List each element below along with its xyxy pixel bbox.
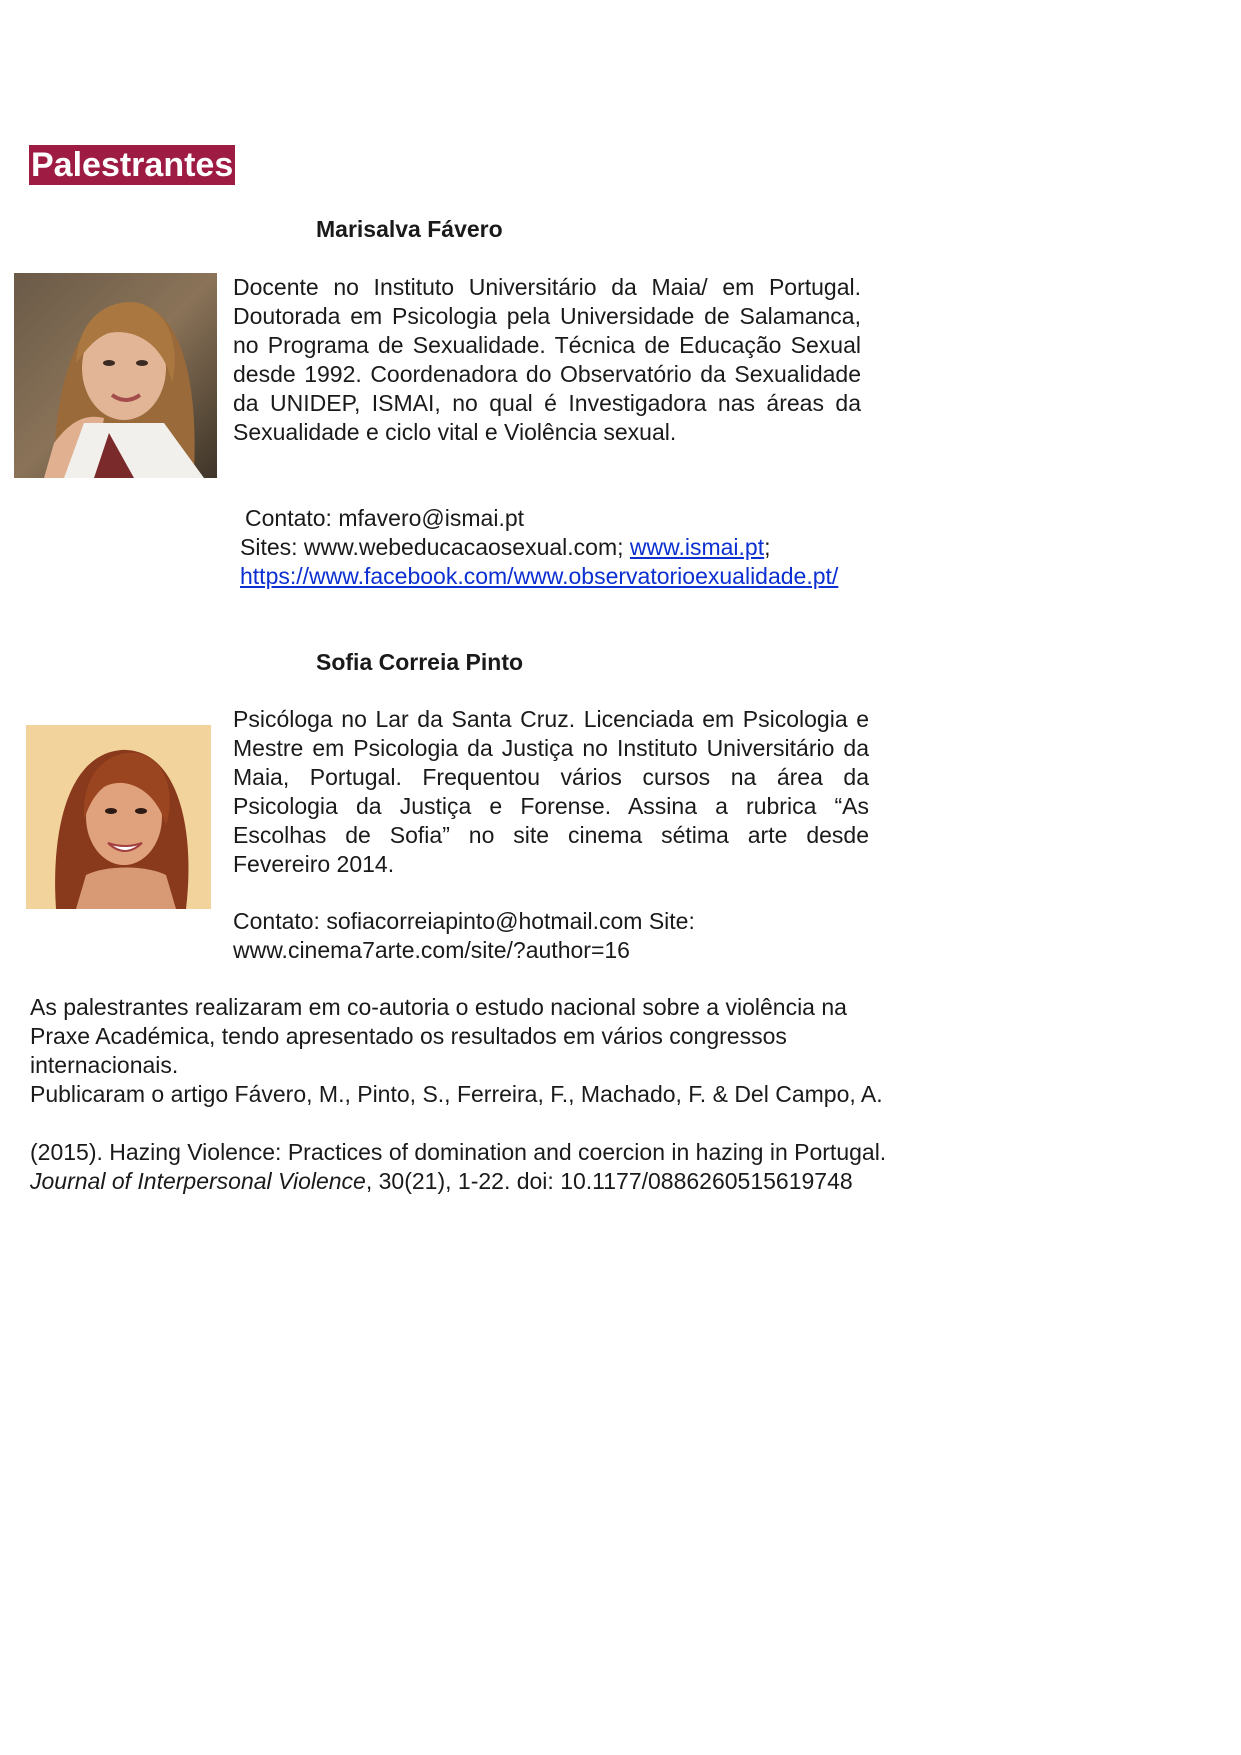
speaker-contact-sofia: Contato: sofiacorreiapinto@hotmail.com Site: — [233, 908, 695, 934]
page-heading: Palestrantes — [31, 146, 234, 184]
closing-paragraph-article: Publicaram o artigo Fávero, M., Pinto, S., Ferreira, F., Machado, F. & Del Campo, A. — [30, 1081, 883, 1107]
speaker-name-sofia: Sofia Correia Pinto — [316, 649, 524, 675]
speaker-bio-marisalva: Docente no Instituto Universitário da Maia/ em Portugal. Doutorada em Psicologia pela Universidade de Salamanca, no Programa de Sexualidade. Técnica de Educação Sexual desde 1992. Coordenadora do Observatório da Sexualidade da UNIDEP, ISMAI, no qual é Investigadora nas áreas da Sexualidade e ciclo vital e Violência sexual. — [233, 274, 861, 445]
speaker-photo-sofia — [26, 725, 211, 909]
citation-before: (2015). Hazing Violence: Practices of domination and coercion in hazing in Portugal. — [30, 1139, 887, 1165]
ismai-link[interactable]: www.ismai.pt — [629, 534, 765, 560]
speaker-name-marisalva: Marisalva Fávero — [316, 216, 503, 242]
closing-paragraph-study: As palestrantes realizaram em co-autoria o estudo nacional sobre a violência na Praxe Académica, tendo apresentado os resultados em vários congressos internacionais. — [30, 994, 847, 1078]
citation-journal: Journal of Interpersonal Violence — [30, 1168, 366, 1194]
sites-prefix: Sites: www.webeducacaosexual.com; — [240, 534, 630, 560]
speaker-photo-marisalva — [14, 273, 217, 478]
facebook-link[interactable]: https://www.facebook.com/www.observatorioexualidade.pt/ — [240, 563, 839, 589]
speaker-sites-marisalva — [240, 533, 771, 562]
citation-after: , 30(21), 1-22. doi: 10.1177/0886260515619748 — [365, 1168, 853, 1194]
speaker-bio-sofia: Psicóloga no Lar da Santa Cruz. Licenciada em Psicologia e Mestre em Psicologia da Justiça no Instituto Universitário da Maia, Portugal. Frequentou vários cursos na área da Psicologia da Justiça e Forense. Assina a rubrica “As Escolhas de Sofia” no site cinema sétima arte desde Fevereiro 2014. — [233, 706, 869, 877]
sites-suffix: ; — [764, 534, 771, 560]
speaker-contact-marisalva: Contato: mfavero@ismai.pt — [245, 505, 525, 531]
speaker-facebook-marisalva — [240, 562, 838, 591]
closing-paragraph-citation — [30, 1138, 910, 1196]
speaker-site-sofia: www.cinema7arte.com/site/?author=16 — [233, 937, 630, 963]
